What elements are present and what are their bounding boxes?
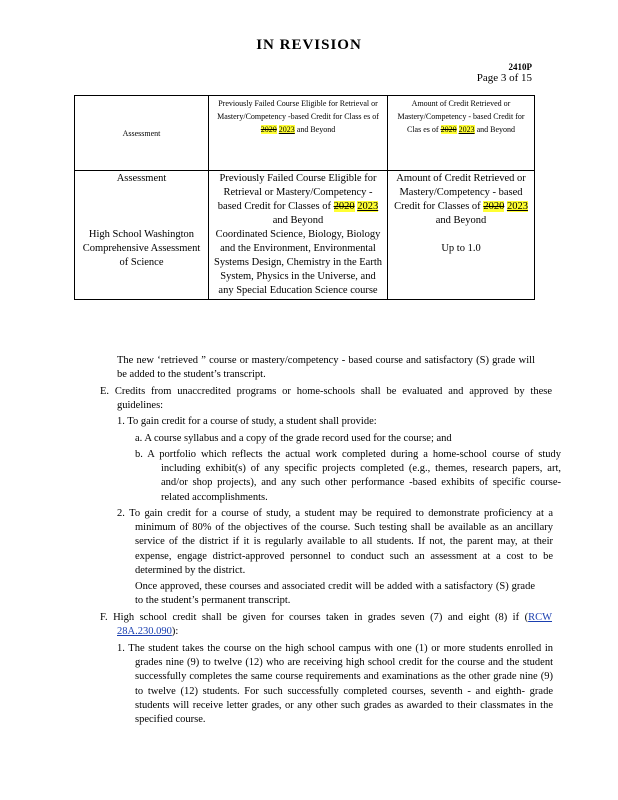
header-col2-tail: and Beyond [296,125,336,134]
section-f-text: F. High school credit shall be given for courses taken in grades seven (7) and eight (8) if [100,612,520,623]
section-e-item-1: 1. To gain credit for a course of study, a student shall provide: [117,416,377,427]
header-col3-tail: and Beyond [476,125,515,134]
table-header-row [75,96,535,171]
page-number: Page 3 of 15 [476,72,532,84]
row1-failed-course [212,172,384,228]
row1-col2-tail: and Beyond [272,215,324,226]
page-title: IN REVISION [256,37,362,53]
row1-col2-text: Previously Failed Course Eligible for Retrieval or Mastery/Competency -based Credit for Classes of [217,173,377,212]
row-assessment-cell [75,171,209,300]
row2-courses: Coordinated Science, Biology, Biology and the Environment, Environmental Systems Design, Chemistry in the Earth System, Physics in the Universe, and any Special Education Science course [214,229,382,296]
row1-assessment: Assessment [116,173,167,184]
row1-col2-old-year: 2020 [333,201,355,212]
header-amount-credit [388,96,535,171]
header-col3-old-year: 2020 [440,125,457,134]
row1-col3-tail: and Beyond [435,215,487,226]
header-col3-new-year: 2023 [458,125,475,134]
section-e-item-2: 2. To gain credit for a course of study, a student may be required to demonstrate proficiency at a minimum of 80% of the objectives of the course. Such testing shall be available as an ancillary service of the district if it is regularly available to all students. If not, the parent may, at their expense, engage district-approved personnel to conduct such an assessment at a cost to be determined by the district. [117,508,553,576]
row2-assessment: High School Washington Comprehensive Assessment of Science [82,229,201,268]
section-e-item-1b: b. A portfolio which reflects the actual work completed during a home-school course of study including exhibit(s) of any specific projects completed (e.g., themes, research papers, art, and/or shop projects), and any such other performance -based exhibits of specific course- related accomplishments. [135,449,561,503]
header-col3-text: Amount of Credit Retrieved or Mastery/Competency - based Credit for Clas es of [397,99,525,134]
section-f-heading [100,611,552,639]
header-failed-course [209,96,388,171]
credit-table [74,95,535,300]
rcw-link[interactable]: RCW 28A.230.090 [117,612,553,638]
row1-col3-text: Amount of Credit Retrieved or Mastery/Competency - based Credit for Classes of [394,173,526,212]
header-assessment: Assessment [75,96,209,171]
section-e-item-1a: a. A course syllabus and a copy of the grade record used for the course; and [135,433,452,444]
section-f-close-paren: ): [171,626,179,638]
row1-col3-new-year: 2023 [506,201,528,212]
row-courses-cell [209,171,388,300]
section-e-heading: E. Credits from unaccredited programs or home-schools shall be evaluated and approved by these guidelines: [100,386,552,412]
header-col2-new-year: 2023 [278,125,295,134]
header-col2-text: Previously Failed Course Eligible for Retrieval or Mastery/Competency -based Credit for Class es of [217,99,379,121]
retrieved-course-paragraph: The new ‘retrieved ” course or mastery/competency - based course and satisfactory (S) grade will be added to the student’s transcript. [117,355,535,381]
section-e-item-2-approval: Once approved, these courses and associated credit will be added with a satisfactory (S) grade to the student’s permanent transcript. [135,581,535,607]
row-amount-cell [388,171,535,300]
section-f-open-paren: ( [524,612,529,623]
table-row [75,171,535,300]
section-f-item-1: 1. The student takes the course on the high school campus with one (1) or more students enrolled in grades nine (9) to twelve (12) who are receiving high school credit for the course and the student successfully completes the same course requirements and examinations as the other grade nine (9) to twelve (12) students. For such successfully completed courses, seventh - and eighth- grade students will receive letter grades, or any other such grades as awarded to their classmates in the specified course. [117,643,553,726]
header-col2-old-year: 2020 [260,125,277,134]
row1-amount [391,172,531,228]
policy-code: 2410P [508,62,532,72]
row1-col2-new-year: 2023 [357,201,379,212]
row2-amount: Up to 1.0 [441,243,481,254]
row1-col3-old-year: 2020 [483,201,505,212]
